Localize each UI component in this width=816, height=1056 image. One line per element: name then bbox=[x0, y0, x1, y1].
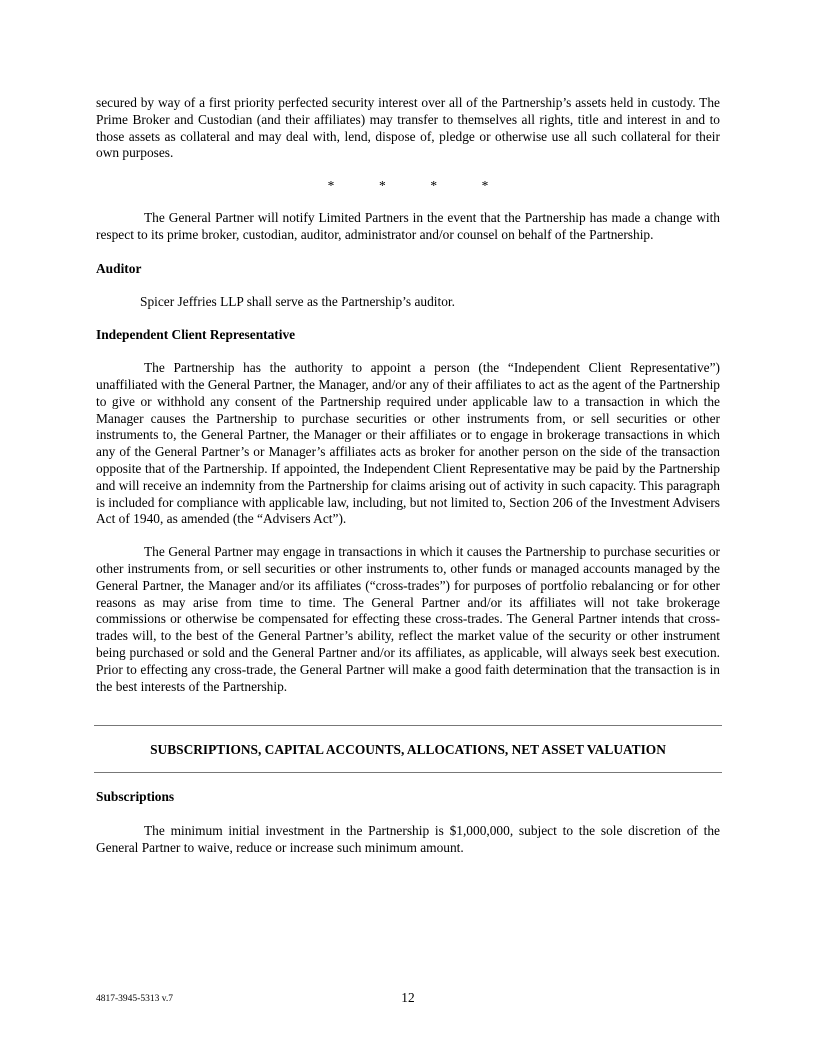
icr-paragraph-2: The General Partner may engage in transactions in which it causes the Partnership to purchase securities or other instruments from, or sell securities or other instruments to, other funds or managed accounts managed by the General Partner, the Manager and/or its affiliates (“cross-trades”) for purposes of portfolio rebalancing or for other reasons as may arise from time to time. The General Partner and/or its affiliates will not take brokerage commissions or otherwise be compensated for effecting these cross-trades. The General Partner intends that cross-trades will, to the best of the General Partner’s ability, reflect the market value of the security or other instrument being purchased or sold and the General Partner and/or its affiliates, as applicable, will always seek best execution. Prior to effecting any cross-trade, the General Partner will make a good faith determination that the transaction is in the best interests of the Partnership. bbox=[96, 544, 720, 694]
icr-heading: Independent Client Representative bbox=[96, 327, 296, 343]
section-rule-bottom bbox=[94, 772, 722, 773]
auditor-heading: Auditor bbox=[96, 260, 142, 276]
section-title: SUBSCRIPTIONS, CAPITAL ACCOUNTS, ALLOCATIONS, NET ASSET VALUATION bbox=[150, 742, 666, 758]
star: * bbox=[430, 178, 438, 194]
section-separator bbox=[96, 178, 720, 194]
document-body bbox=[96, 95, 720, 857]
star: * bbox=[481, 178, 489, 194]
subscriptions-text: The minimum initial investment in the Partnership is $1,000,000, subject to the sole discretion of the General Partner to waive, reduce or increase such minimum amount. bbox=[96, 822, 720, 855]
section-rule-top bbox=[94, 725, 722, 726]
icr-paragraph-1: The Partnership has the authority to appoint a person (the “Independent Client Representative”) unaffiliated with the General Partner, the Manager, and/or any of their affiliates to act as the agent of the Partnership to give or withhold any consent of the Partnership required under applicable law to a transaction in which the Manager causes the Partnership to purchase securities or other instruments from, or sell securities or other instruments to, the General Partner, the Manager or their affiliates or to engage in brokerage transactions in which any of the General Partner’s or Manager’s affiliates acts as broker for another person on the side of the transaction opposite that of the Partnership. If appointed, the Independent Client Representative may be paid by the Partnership and will receive an indemnity from the Partnership for claims arising out of activity in such capacity. This paragraph is included for compliance with applicable law, including, but not limited to, Section 206 of the Investment Advisers Act of 1940, as amended (the “Advisers Act”). bbox=[96, 360, 720, 527]
star: * bbox=[327, 178, 335, 194]
page-number: 12 bbox=[401, 990, 415, 1005]
custody-paragraph: secured by way of a first priority perfected security interest over all of the Partnership’s assets held in custody. The Prime Broker and Custodian (and their affiliates) may transfer to themselves all rights, title and interest in and to those assets as collateral and may deal with, lend, dispose of, pledge or otherwise use all such collateral for their own purposes. bbox=[96, 95, 720, 161]
auditor-text: Spicer Jeffries LLP shall serve as the Partnership’s auditor. bbox=[140, 293, 455, 309]
notify-paragraph: The General Partner will notify Limited Partners in the event that the Partnership has made a change with respect to its prime broker, custodian, auditor, administrator and/or counsel on behalf of the Partnership. bbox=[96, 210, 720, 242]
star: * bbox=[378, 178, 386, 194]
subscriptions-heading: Subscriptions bbox=[96, 789, 175, 805]
document-id: 4817-3945-5313 v.7 bbox=[96, 994, 173, 1004]
